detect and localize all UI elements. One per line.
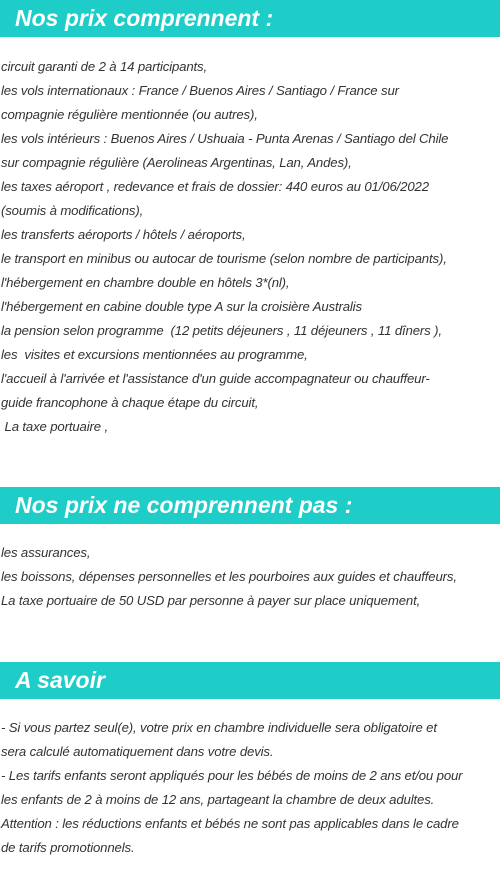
paragraph-line: les enfants de 2 à moins de 12 ans, partageant la chambre de deux adultes.: [1, 792, 435, 807]
list-item: les boissons, dépenses personnelles et les pourboires aux guides et chauffeurs,: [1, 569, 457, 584]
list-item: les transferts aéroports / hôtels / aéroports,: [1, 227, 246, 242]
list-item: l'hébergement en cabine double type A sur la croisière Australis: [1, 299, 362, 314]
list-item: l'accueil à l'arrivée et l'assistance d'un guide accompagnateur ou chauffeur-: [1, 371, 430, 386]
paragraph-line: de tarifs promotionnels.: [1, 840, 135, 855]
not-included-list: [1, 541, 498, 613]
list-item: les taxes aéroport , redevance et frais de dossier: 440 euros au 01/06/2022: [1, 179, 429, 194]
list-item: La taxe portuaire de 50 USD par personne à payer sur place uniquement,: [1, 593, 421, 608]
section-title-good-to-know: A savoir: [0, 662, 500, 699]
paragraph-line: sera calculé automatiquement dans votre devis.: [1, 744, 274, 759]
list-item: l'hébergement en chambre double en hôtels 3*(nl),: [1, 275, 290, 290]
section-title-included: Nos prix comprennent :: [0, 0, 500, 37]
list-item: guide francophone à chaque étape du circuit,: [1, 395, 259, 410]
list-item: compagnie régulière mentionnée (ou autres),: [1, 107, 258, 122]
good-to-know-text: [1, 716, 498, 860]
paragraph-line: - Si vous partez seul(e), votre prix en chambre individuelle sera obligatoire et: [1, 720, 437, 735]
list-item: les vols intérieurs : Buenos Aires / Ushuaia - Punta Arenas / Santiago del Chile: [1, 131, 449, 146]
list-item: la pension selon programme (12 petits déjeuners , 11 déjeuners , 11 dîners ),: [1, 323, 442, 338]
section-title-not-included: Nos prix ne comprennent pas :: [0, 487, 500, 524]
paragraph-line: - Les tarifs enfants seront appliqués pour les bébés de moins de 2 ans et/ou pour: [1, 768, 463, 783]
list-item: les vols internationaux : France / Buenos Aires / Santiago / France sur: [1, 83, 399, 98]
included-list: [1, 55, 498, 439]
list-item: le transport en minibus ou autocar de tourisme (selon nombre de participants),: [1, 251, 447, 266]
list-item: les assurances,: [1, 545, 91, 560]
list-item: les visites et excursions mentionnées au programme,: [1, 347, 308, 362]
list-item: circuit garanti de 2 à 14 participants,: [1, 59, 208, 74]
list-item: La taxe portuaire ,: [1, 419, 108, 434]
list-item: sur compagnie régulière (Aerolineas Argentinas, Lan, Andes),: [1, 155, 352, 170]
paragraph-line: Attention : les réductions enfants et bébés ne sont pas applicables dans le cadre: [1, 816, 459, 831]
list-item: (soumis à modifications),: [1, 203, 144, 218]
